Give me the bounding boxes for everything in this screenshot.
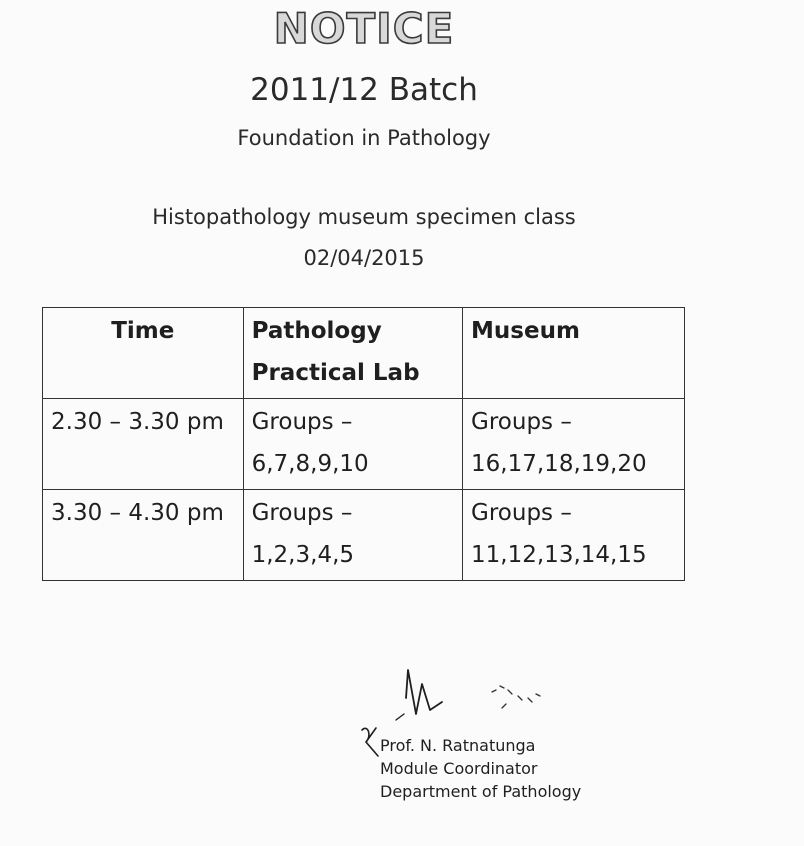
row2-lab	[243, 490, 462, 581]
row2-museum-line2: 11,12,13,14,15	[471, 542, 647, 568]
row1-museum-line2: 16,17,18,19,20	[471, 451, 647, 477]
header-museum: Museum	[463, 308, 685, 399]
row1-museum-line1: Groups –	[471, 409, 572, 435]
row2-lab-line1: Groups –	[251, 500, 353, 526]
course-name: Foundation in Pathology	[237, 126, 491, 150]
batch-heading: 2011/12 Batch	[250, 72, 478, 108]
class-date: 02/04/2015	[303, 246, 425, 270]
signatory-name: Prof. N. Ratnatunga	[380, 736, 536, 755]
header-time: Time	[43, 308, 244, 399]
header-lab	[243, 308, 462, 399]
header-lab-line1: Pathology	[251, 318, 382, 344]
table-row	[43, 399, 685, 490]
schedule-table	[42, 307, 685, 581]
row2-museum	[463, 490, 685, 581]
row2-lab-line2: 1,2,3,4,5	[251, 542, 355, 568]
initial-marks	[488, 682, 548, 712]
table-row	[43, 490, 685, 581]
table-header-row	[43, 308, 685, 399]
row1-lab-line1: Groups –	[251, 409, 353, 435]
header-lab-line2: Practical Lab	[251, 360, 420, 386]
class-title: Histopathology museum specimen class	[152, 205, 576, 229]
signatory-block	[380, 734, 581, 803]
signatory-role: Module Coordinator	[380, 759, 538, 778]
row1-time: 2.30 – 3.30 pm	[43, 399, 244, 490]
signatory-department: Department of Pathology	[380, 782, 582, 801]
page-title: NOTICE	[273, 4, 455, 53]
row1-lab	[243, 399, 462, 490]
row1-lab-line2: 6,7,8,9,10	[251, 451, 369, 477]
signature-mark	[392, 658, 452, 726]
row2-museum-line1: Groups –	[471, 500, 572, 526]
row1-museum	[463, 399, 685, 490]
row2-time: 3.30 – 4.30 pm	[43, 490, 244, 581]
